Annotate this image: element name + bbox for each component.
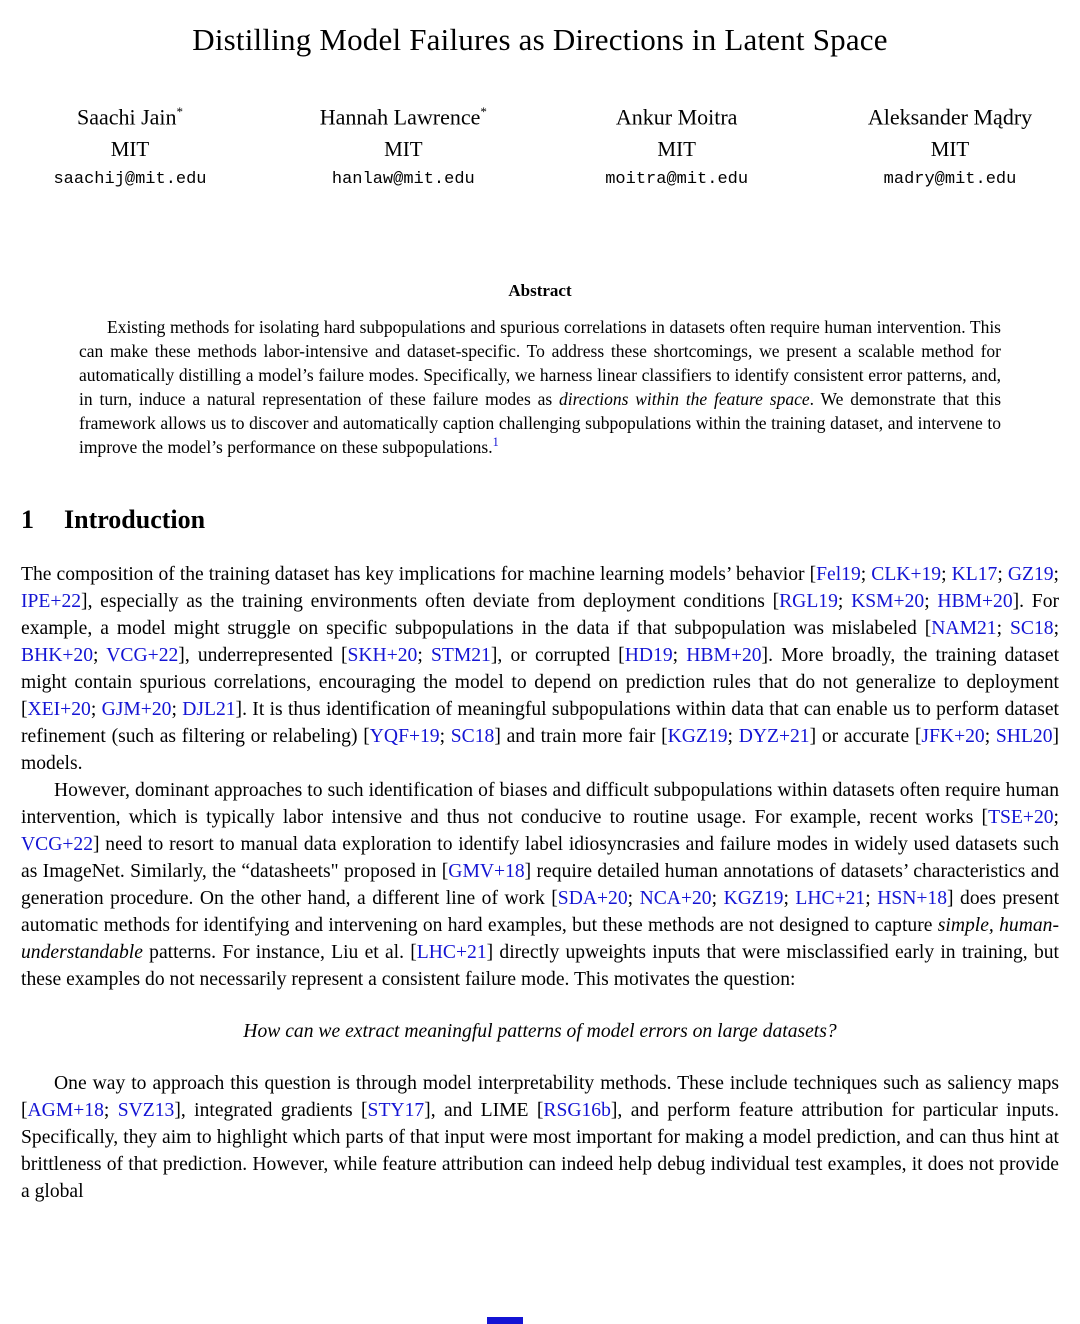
text-run: ; xyxy=(837,591,852,613)
emphasis-text: simple, human-understandable xyxy=(21,915,1059,964)
citation-link[interactable]: AGM+18 xyxy=(27,1100,104,1122)
author-affiliation: MIT xyxy=(930,137,970,162)
paragraph xyxy=(21,777,1059,993)
text-run: ], and LIME [ xyxy=(424,1100,544,1122)
author-name-text: Saachi Jain xyxy=(76,104,177,130)
text-run: ; xyxy=(93,645,107,667)
text-run: ] directly upweights inputs that were misclassified early in training, but these examples do not necessarily represent a consistent failure mode. This motivates the question: xyxy=(21,942,1059,991)
citation-link[interactable]: XEI+20 xyxy=(27,699,91,721)
citation-link[interactable]: STY17 xyxy=(367,1100,425,1122)
citation-link[interactable]: VCG+22 xyxy=(106,645,179,667)
citation-link[interactable]: SC18 xyxy=(1010,618,1054,640)
text-run: ], or corrupted [ xyxy=(490,645,625,667)
text-run: patterns. For instance, Liu et al. [ xyxy=(142,942,417,964)
author xyxy=(45,104,215,189)
citation-link[interactable]: RGL19 xyxy=(779,591,838,613)
text-run: ] need to resort to manual data exploration to identify label idiosyncrasies and failure modes in widely used datasets such as ImageNet. Similarly, the “datasheets" proposed in [ xyxy=(21,834,1059,883)
display-question: How can we extract meaningful patterns of model errors on large datasets? xyxy=(243,1021,837,1043)
text-run: ; xyxy=(90,699,102,721)
author xyxy=(318,104,488,189)
section-heading xyxy=(21,505,1059,535)
text-run: ; xyxy=(417,645,431,667)
citation-link[interactable]: STM21 xyxy=(430,645,491,667)
citation-link[interactable]: SC18 xyxy=(450,726,495,748)
text-run: ] does present automatic methods for identifying and intervening on hard examples, but these methods are not designed to capture xyxy=(21,888,1060,937)
citation-link[interactable]: CLK+19 xyxy=(871,564,942,586)
citation-link[interactable]: GMV+18 xyxy=(448,861,525,883)
text-run: ] and train more fair [ xyxy=(494,726,668,748)
author-footnote-mark: * xyxy=(176,104,184,119)
author-name-text: Ankur Moitra xyxy=(615,104,738,130)
text-run: ]. It is thus identification of meaningful subpopulations within data that can enable us to perform dataset refinement (such as filtering or relabeling) [ xyxy=(21,699,1060,748)
text-run: ]. For example, a model might struggle on specific subpopulations in the data if that subpopulation was mislabeled [ xyxy=(21,591,1060,640)
text-run: . We demonstrate that this framework allows us to discover and automatically caption challenging subpopulations within the training dataset, and intervene to improve the model’s performance on these subpopulations. xyxy=(79,389,1002,458)
citation-link[interactable]: KL17 xyxy=(951,564,998,586)
introduction-body xyxy=(21,561,1059,1205)
cutoff-text-fragment xyxy=(487,1317,523,1324)
text-run: ; xyxy=(941,564,952,586)
citation-link[interactable]: NCA+20 xyxy=(639,888,712,910)
text-run: ; xyxy=(997,564,1008,586)
citation-link[interactable]: SHL20 xyxy=(995,726,1053,748)
text-run: ; xyxy=(996,618,1010,640)
text-run: ] models. xyxy=(21,726,1060,775)
citation-link[interactable]: RSG16b xyxy=(543,1100,611,1122)
author-email: moitra@mit.edu xyxy=(605,170,749,190)
citation-link[interactable]: LHC+21 xyxy=(795,888,866,910)
text-run: ; xyxy=(103,1100,118,1122)
text-run: ; xyxy=(924,591,938,613)
text-run: ; xyxy=(860,564,872,586)
author-email: saachij@mit.edu xyxy=(53,170,207,190)
text-run: ; xyxy=(627,888,640,910)
citation-link[interactable]: GJM+20 xyxy=(101,699,172,721)
citation-link[interactable]: VCG+22 xyxy=(21,834,94,856)
abstract-heading: Abstract xyxy=(508,281,572,301)
paragraph xyxy=(21,561,1059,777)
text-run: The composition of the training dataset has key implications for machine learning models’ behavior [ xyxy=(21,564,817,586)
text-run: ; xyxy=(865,888,878,910)
citation-link[interactable]: HBM+20 xyxy=(937,591,1013,613)
text-run: ; xyxy=(711,888,724,910)
text-run: ; xyxy=(1053,807,1059,829)
author-footnote-mark: * xyxy=(480,104,487,119)
citation-link[interactable]: LHC+21 xyxy=(416,942,487,964)
paragraph xyxy=(21,1070,1059,1205)
text-run: ; xyxy=(171,699,183,721)
text-run: ; xyxy=(672,645,687,667)
text-run: ; xyxy=(727,726,739,748)
text-run: However, dominant approaches to such identification of biases and difficult subpopulations within datasets often require human intervention, which is typically labor intensive and thus not conducive to routine usage. For example, recent works [ xyxy=(21,780,1059,829)
author-email: hanlaw@mit.edu xyxy=(331,170,475,190)
text-run: Existing methods for isolating hard subpopulations and spurious correlations in datasets often require human intervention. This can make these methods labor-intensive and dataset-specific. To address these shortcomings, we present a scalable method for automatically distilling a model’s failure modes. Specifically, we harness linear classifiers to identify consistent error patterns, and, in turn, induce a natural representation of these failure modes as xyxy=(79,317,1001,410)
citation-link[interactable]: JFK+20 xyxy=(921,726,985,748)
citation-link[interactable]: BHK+20 xyxy=(21,645,94,667)
paper-title: Distilling Model Failures as Directions in Latent Space xyxy=(192,22,888,57)
emphasis-text: directions within the feature space xyxy=(559,389,810,410)
citation-link[interactable]: KGZ19 xyxy=(667,726,728,748)
text-run: ; xyxy=(1053,618,1060,640)
citation-link[interactable]: KGZ19 xyxy=(723,888,784,910)
author-name-text: Aleksander Mądry xyxy=(867,104,1033,130)
author-affiliation: MIT xyxy=(110,137,150,162)
author-name xyxy=(865,104,1035,130)
citation-link[interactable]: DJL21 xyxy=(182,699,236,721)
citation-link[interactable]: SDA+20 xyxy=(557,888,628,910)
citation-link[interactable]: YQF+19 xyxy=(369,726,440,748)
abstract-text xyxy=(79,315,1001,459)
text-run: ; xyxy=(439,726,451,748)
text-run: ; xyxy=(783,888,796,910)
section-number: 1 xyxy=(21,505,34,535)
author-affiliation: MIT xyxy=(384,137,423,162)
citation-link[interactable]: GZ19 xyxy=(1007,564,1054,586)
citation-link[interactable]: Fel19 xyxy=(816,564,861,586)
author-email: madry@mit.edu xyxy=(883,170,1017,190)
author-affiliation: MIT xyxy=(657,137,696,162)
citation-link[interactable]: NAM21 xyxy=(931,618,997,640)
text-run: One way to approach this question is through model interpretability methods. These include techniques such as saliency maps [ xyxy=(21,1073,1059,1122)
text-run: ], underrepresented [ xyxy=(178,645,348,667)
text-run: ], and perform feature attribution for particular inputs. Specifically, they aim to highlight which parts of that input were most important for making a model prediction, and can thus hint at brittleness of that prediction. However, while feature attribution can indeed help debug individual test examples, it does not provide a global xyxy=(21,1100,1059,1203)
citation-link[interactable]: HSN+18 xyxy=(877,888,948,910)
citation-link[interactable]: SKH+20 xyxy=(347,645,418,667)
text-run: ; xyxy=(1053,564,1059,586)
citation-link[interactable]: IPE+22 xyxy=(21,591,82,613)
text-run: ] or accurate [ xyxy=(809,726,922,748)
text-run: ]. More broadly, the training dataset might contain spurious correlations, encouraging the model to depend on prediction rules that do not generalize to deployment [ xyxy=(21,645,1060,721)
citation-link[interactable]: HBM+20 xyxy=(686,645,762,667)
citation-link[interactable]: TSE+20 xyxy=(988,807,1054,829)
text-run: ; xyxy=(984,726,996,748)
section-title: Introduction xyxy=(64,505,206,535)
author-block xyxy=(45,104,1035,189)
citation-link[interactable]: SVZ13 xyxy=(117,1100,175,1122)
text-run: ], integrated gradients [ xyxy=(174,1100,368,1122)
text-run: ] require detailed human annotations of datasets’ characteristics and generation procedure. On the other hand, a different line of work [ xyxy=(21,861,1059,910)
author xyxy=(865,104,1035,189)
citation-link[interactable]: DYZ+21 xyxy=(738,726,810,748)
author-name xyxy=(45,104,215,130)
citation-link[interactable]: HD19 xyxy=(624,645,673,667)
footnote-ref[interactable]: 1 xyxy=(492,435,499,450)
author-name-text: Hannah Lawrence xyxy=(319,104,481,130)
author-name xyxy=(318,104,488,130)
text-run: ], especially as the training environments often deviate from deployment conditions [ xyxy=(81,591,780,613)
citation-link[interactable]: KSM+20 xyxy=(851,591,925,613)
author-name xyxy=(592,104,762,130)
author xyxy=(592,104,762,189)
